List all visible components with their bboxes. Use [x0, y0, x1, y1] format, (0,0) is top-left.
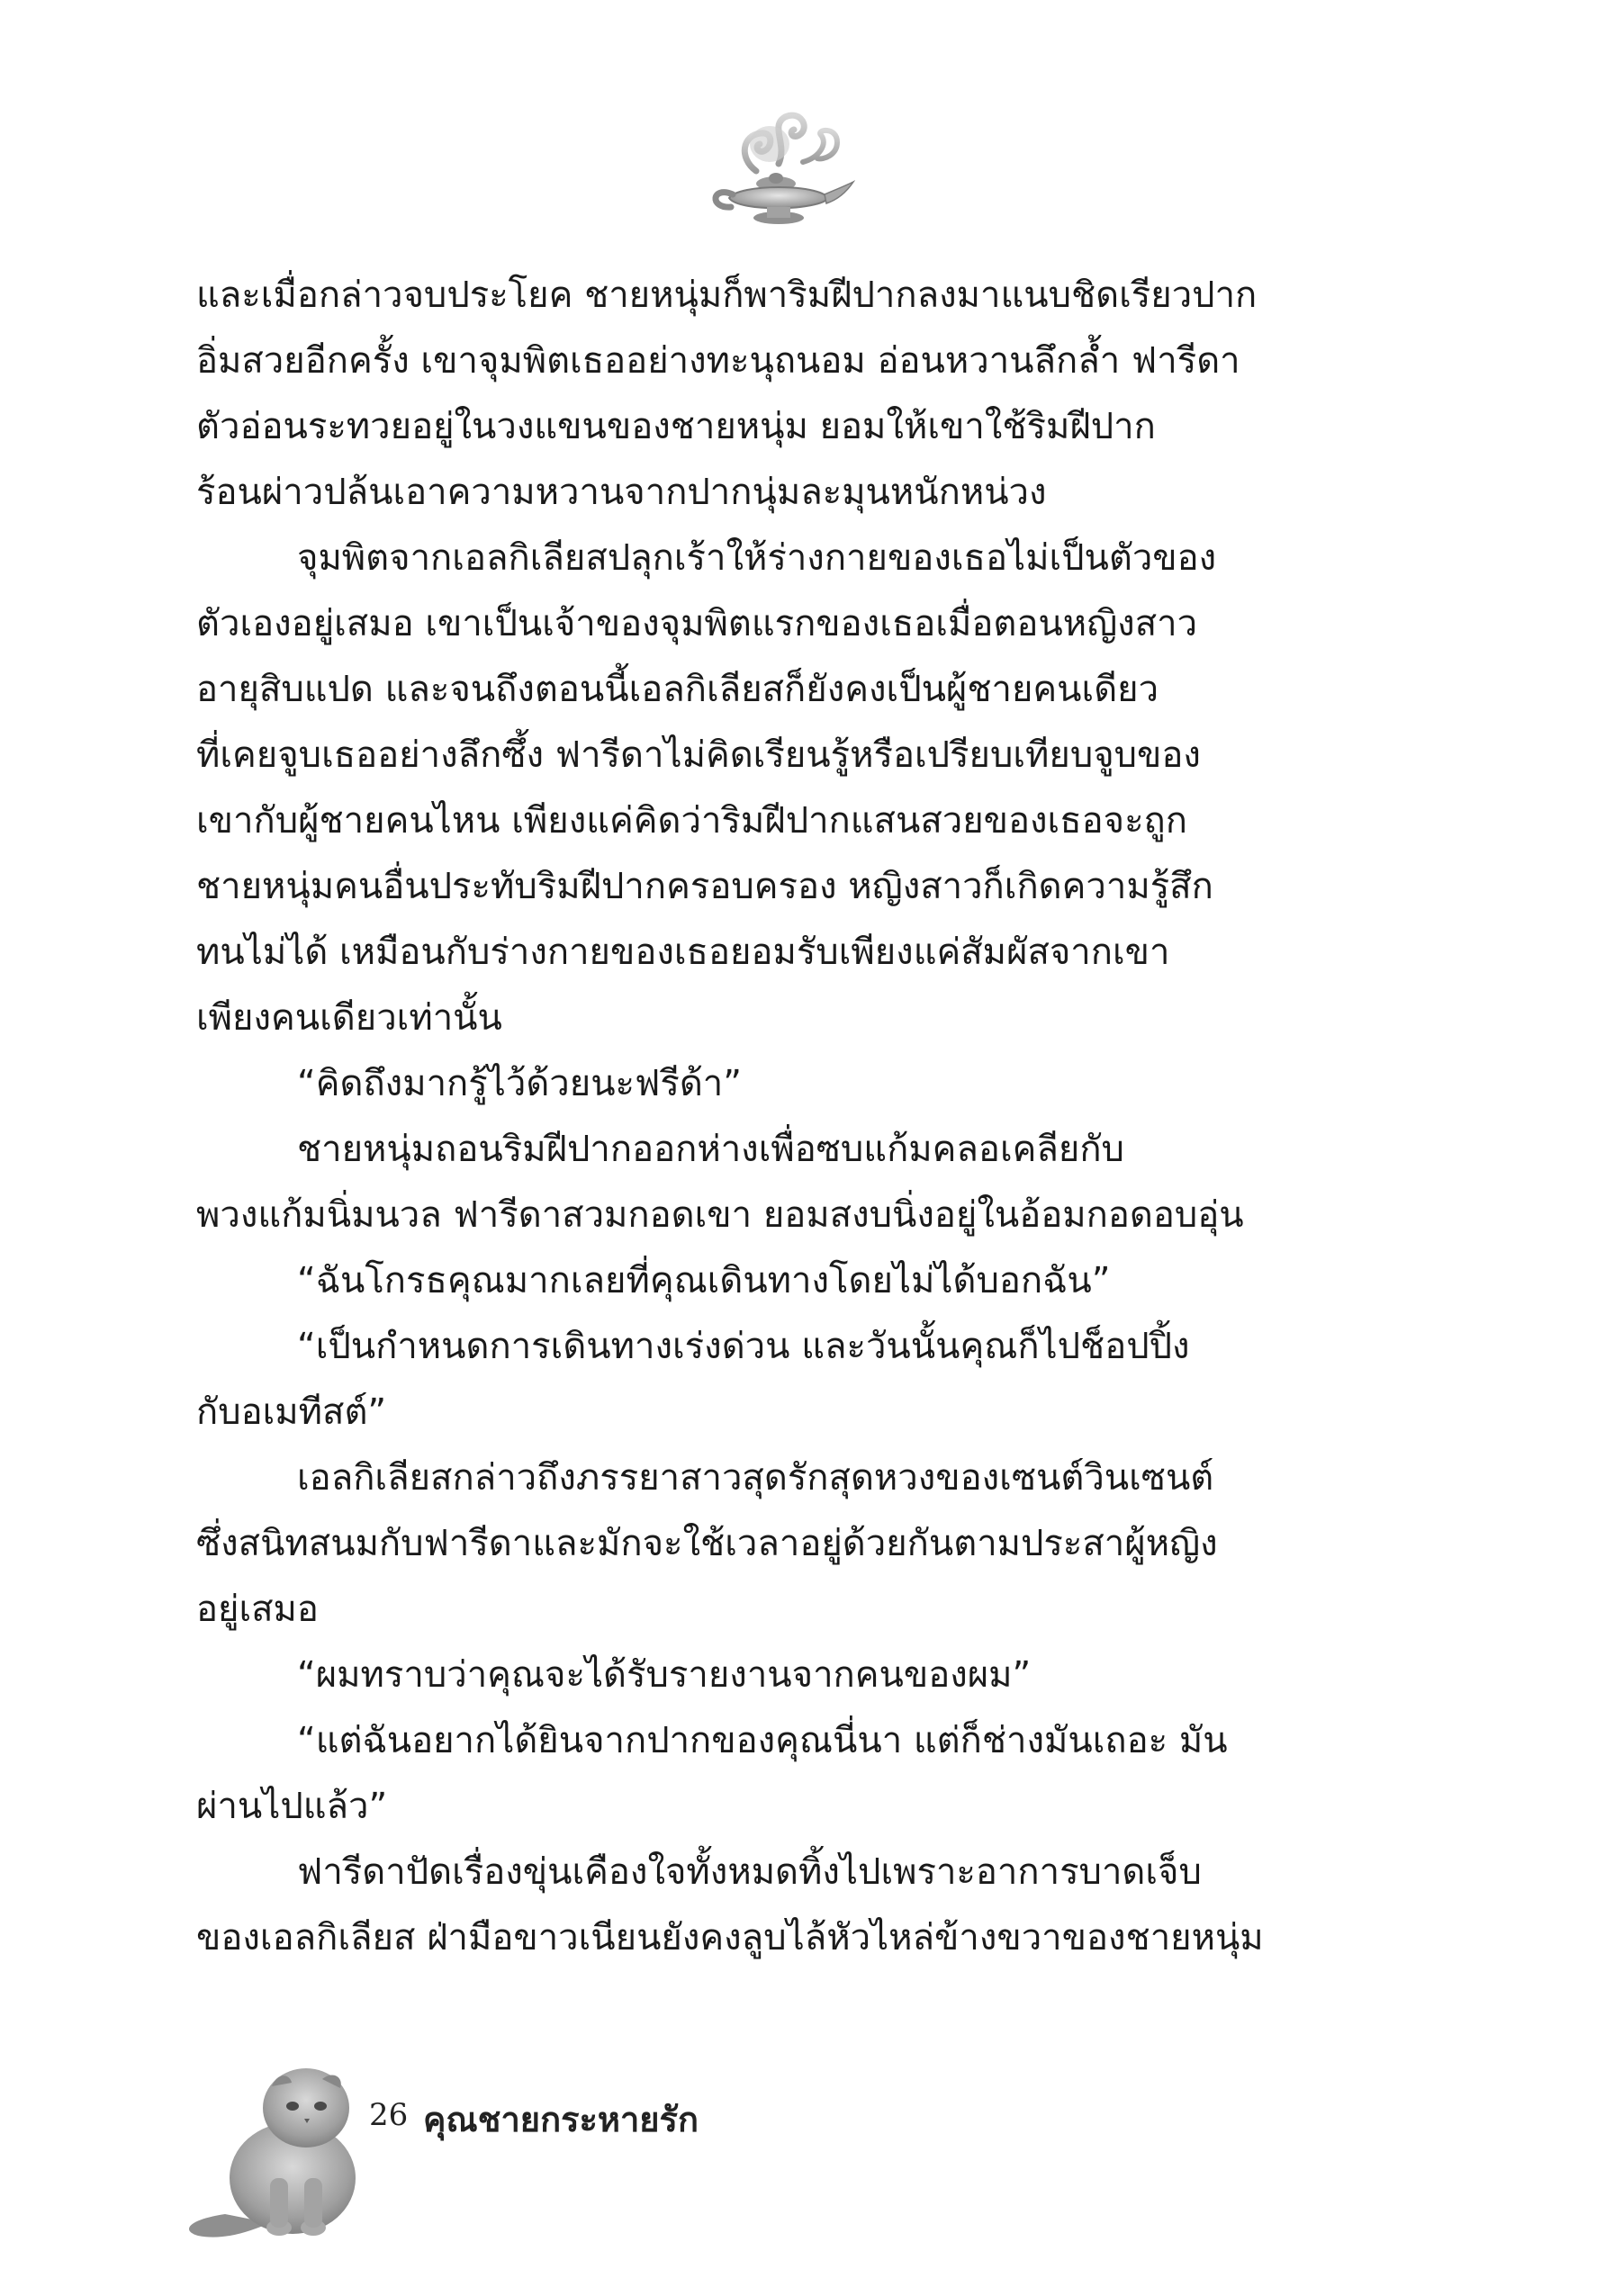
text-line: ที่เคยจูบเธออย่างลึกซึ้ง ฟารีดาไม่คิดเรียนรู้หรือเปรียบเทียบจูบของ — [196, 734, 1201, 776]
text-line: จุมพิตจากเอลกิเลียสปลุกเร้าให้ร่างกายของเธอไม่เป็นตัวของ — [297, 537, 1217, 579]
body-text — [196, 263, 1332, 1971]
text-line: กับอเมทีสต์” — [196, 1391, 387, 1433]
text-line: ฟารีดาปัดเรื่องขุ่นเคืองใจทั้งหมดทิ้งไปเพราะอาการบาดเจ็บ — [297, 1851, 1202, 1893]
text-line: ผ่านไปแล้ว” — [196, 1786, 388, 1827]
genie-lamp-icon — [702, 108, 855, 243]
page-footer — [171, 2043, 981, 2241]
text-line: ชายหนุ่มถอนริมฝีปากออกห่างเพื่อซบแก้มคลอเคลียกับ — [297, 1129, 1124, 1170]
text-line: ตัวอ่อนระทวยอยู่ในวงแขนของชายหนุ่ม ยอมให้เขาใช้ริมฝีปาก — [196, 406, 1156, 447]
text-line: ทนไม่ได้ เหมือนกับร่างกายของเธอยอมรับเพียงแค่สัมผัสจากเขา — [196, 932, 1170, 973]
text-line: อยู่เสมอ — [196, 1589, 319, 1630]
text-line: พวงแก้มนิ่มนวล ฟารีดาสวมกอดเขา ยอมสงบนิ่งอยู่ในอ้อมกอดอบอุ่น — [196, 1194, 1244, 1236]
text-line: “เป็นกำหนดการเดินทางเร่งด่วน และวันนั้นคุณก็ไปช็อปปิ้ง — [297, 1326, 1190, 1367]
cat-icon — [171, 2043, 378, 2241]
text-line: “แต่ฉันอยากได้ยินจากปากของคุณนี่นา แต่ก็ช่างมันเถอะ มัน — [297, 1720, 1228, 1761]
text-line: อายุสิบแปด และจนถึงตอนนี้เอลกิเลียสก็ยังคงเป็นผู้ชายคนเดียว — [196, 669, 1159, 710]
text-line: ซึ่งสนิทสนมกับฟารีดาและมักจะใช้เวลาอยู่ด้วยกันตามประสาผู้หญิง — [196, 1523, 1218, 1564]
text-line: เพียงคนเดียวเท่านั้น — [196, 997, 502, 1039]
text-line: เอลกิเลียสกล่าวถึงภรรยาสาวสุดรักสุดหวงของเซนต์วินเซนต์ — [297, 1457, 1214, 1499]
text-line: ชายหนุ่มคนอื่นประทับริมฝีปากครอบครอง หญิงสาวก็เกิดความรู้สึก — [196, 866, 1213, 907]
text-line: และเมื่อกล่าวจบประโยค ชายหนุ่มก็พาริมฝีปากลงมาแนบชิดเรียวปาก — [196, 275, 1258, 316]
text-line: อิ่มสวยอีกครั้ง เขาจุมพิตเธออย่างทะนุถนอม อ่อนหวานลึกล้ำ ฟารีดา — [196, 340, 1240, 382]
text-line: “คิดถึงมากรู้ไว้ด้วยนะฟรีด้า” — [297, 1063, 742, 1104]
text-line: ของเอลกิเลียส ฝ่ามือขาวเนียนยังคงลูบไล้หัวไหล่ข้างขวาของชายหนุ่ม — [196, 1917, 1264, 1958]
book-title: คุณชายกระหายรัก — [423, 2100, 699, 2139]
text-line: “ผมทราบว่าคุณจะได้รับรายงานจากคนของผม” — [297, 1654, 1032, 1696]
page-number: 26 — [369, 2097, 409, 2133]
text-line: “ฉันโกรธคุณมากเลยที่คุณเดินทางโดยไม่ได้บอกฉัน” — [297, 1260, 1111, 1301]
text-line: ร้อนผ่าวปล้นเอาความหวานจากปากนุ่มละมุนหนักหน่วง — [196, 472, 1047, 513]
text-line: ตัวเองอยู่เสมอ เขาเป็นเจ้าของจุมพิตแรกของเธอเมื่อตอนหญิงสาว — [196, 603, 1198, 644]
text-line: เขากับผู้ชายคนไหน เพียงแค่คิดว่าริมฝีปากแสนสวยของเธอจะถูก — [196, 800, 1187, 842]
